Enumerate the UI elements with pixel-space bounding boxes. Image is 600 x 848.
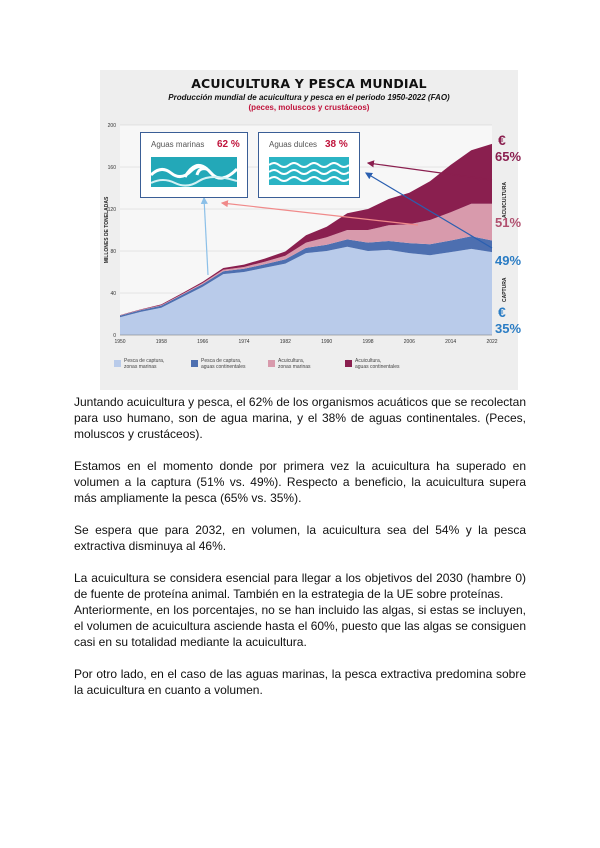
- y-tick-label: 80: [110, 249, 116, 255]
- figure-subtitle: Producción mundial de acuicultura y pesca en el periodo 1950-2022 (FAO): [168, 93, 450, 102]
- x-tick-label: 1982: [279, 339, 291, 345]
- y-tick-label: 0: [113, 333, 116, 339]
- inset-aguas-marinas: [140, 132, 248, 198]
- production-chart: [100, 70, 518, 390]
- x-tick-label: 1950: [114, 339, 126, 345]
- label-acuicultura: ACUICULTURA: [502, 181, 508, 218]
- river-waves-icon: [269, 157, 349, 185]
- figure-title: ACUICULTURA Y PESCA MUNDIAL: [191, 76, 427, 91]
- x-tick-label: 1966: [197, 339, 209, 345]
- x-tick-label: 2014: [445, 339, 457, 345]
- label-51: 51%: [495, 215, 522, 230]
- inset-label: Aguas dulces: [269, 140, 318, 149]
- euro-icon-top: €: [498, 132, 506, 148]
- x-tick-label: 1958: [155, 339, 167, 345]
- label-35: 35%: [495, 321, 522, 336]
- legend-text: Acuicultura, aguas continentales: [355, 358, 400, 370]
- legend-swatch: [268, 360, 275, 367]
- inset-percent: 38 %: [325, 139, 348, 150]
- paragraph: La acuicultura se considera esencial para llegar a los objetivos del 2030 (hambre 0) de fuente de proteína animal. También en la estrategia de la UE sobre proteínas.: [74, 571, 526, 601]
- x-tick-label: 1990: [321, 339, 333, 345]
- y-tick-label: 40: [110, 291, 116, 297]
- paragraph: Estamos en el momento donde por primera vez la acuicultura ha superado en volumen a la captura (51% vs. 49%). Respecto a beneficio, la acuicultura supera más ampliamente la pesca (65% vs. 35%).: [74, 459, 526, 505]
- paragraph: Por otro lado, en el caso de las aguas marinas, la pesca extractiva predomina sobre la acuicultura en cuanto a volumen.: [74, 667, 526, 697]
- legend-swatch: [345, 360, 352, 367]
- inset-label: Aguas marinas: [151, 140, 205, 149]
- figure-note: (peces, moluscos y crustáceos): [248, 103, 370, 112]
- y-tick-label: 120: [107, 207, 116, 213]
- legend-text: Pesca de captura, zonas marinas: [124, 358, 165, 370]
- y-tick-label: 160: [107, 165, 116, 171]
- waves-icon: [151, 157, 237, 187]
- inset-percent: 62 %: [217, 139, 240, 150]
- body-text: [74, 394, 526, 714]
- x-tick-label: 1974: [238, 339, 250, 345]
- euro-icon-bottom: €: [498, 304, 506, 320]
- legend-swatch: [191, 360, 198, 367]
- x-tick-label: 1998: [362, 339, 374, 345]
- chart-legend: [114, 358, 414, 384]
- legend-text: Pesca de captura, aguas continentales: [201, 358, 246, 370]
- label-captura: CAPTURA: [502, 277, 508, 302]
- paragraph: Anteriormente, en los porcentajes, no se han incluido las algas, si estas se incluyen, el volumen de acuicultura asciende hasta el 60%, puesto que las algas se consiguen casi en su totalidad mediante la acuicultura.: [74, 603, 526, 649]
- paragraph: Se espera que para 2032, en volumen, la acuicultura sea del 54% y la pesca extractiva disminuya al 46%.: [74, 523, 526, 553]
- legend-text: Acuicultura, zonas marinas: [278, 358, 311, 370]
- y-tick-label: 200: [107, 123, 116, 129]
- figure-panel: [100, 70, 522, 390]
- x-tick-label: 2006: [403, 339, 415, 345]
- label-49: 49%: [495, 253, 522, 268]
- legend-swatch: [114, 360, 121, 367]
- y-axis-label: MILLONES DE TONELADAS: [104, 196, 110, 264]
- label-65: 65%: [495, 149, 522, 164]
- paragraph: Juntando acuicultura y pesca, el 62% de los organismos acuáticos que se recolectan para uso humano, son de agua marina, y el 38% de aguas continentales. (Peces, moluscos y crustáceos).: [74, 395, 526, 441]
- x-tick-label: 2022: [486, 339, 498, 345]
- inset-aguas-dulces: [258, 132, 360, 198]
